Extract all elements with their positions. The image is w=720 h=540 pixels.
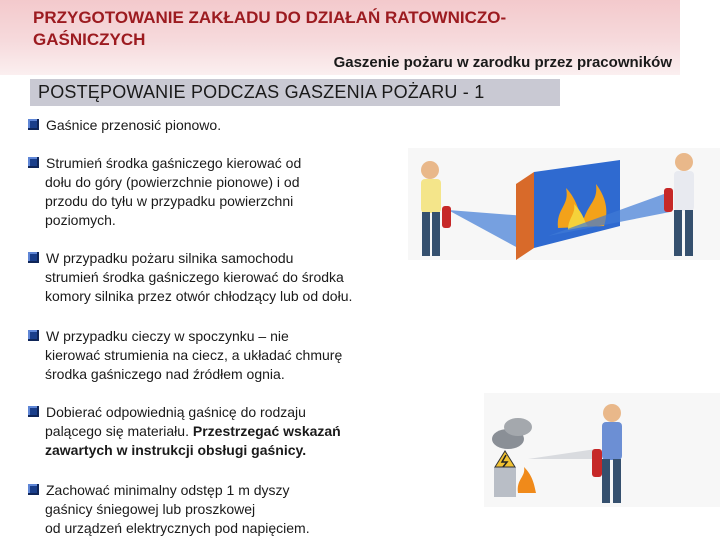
firefighting-vertical-wall-illustration (408, 148, 720, 260)
item-line: strumień środka gaśniczego kierować do środka (45, 269, 344, 285)
item-line: poziomych. (45, 212, 116, 228)
item-line: Gaśnice przenosić pionowo. (46, 117, 222, 133)
extinguishing-electrical-device-illustration (484, 393, 720, 507)
item-line (45, 422, 341, 441)
item-line: zawartych w instrukcji obsługi gaśnicy. (45, 442, 307, 458)
item-line: Strumień środka gaśniczego kierować od (46, 155, 302, 171)
item-line: gaśnicy śniegowej lub proszkowej (45, 501, 256, 517)
square-bullet-icon (28, 484, 39, 495)
list-item (28, 403, 341, 460)
square-bullet-icon (28, 252, 39, 263)
item-line: dołu do góry (powierzchnie pionowe) i od (45, 174, 300, 190)
item-text: palącego się materiału. (45, 423, 193, 439)
page-title: PRZYGOTOWANIE ZAKŁADU DO DZIAŁAŃ RATOWNICZO-GAŚNICZYCH (33, 8, 507, 49)
list-item (28, 481, 310, 538)
item-line: W przypadku cieczy w spoczynku – nie (46, 328, 289, 344)
item-line: od urządzeń elektrycznych pod napięciem. (45, 520, 310, 536)
item-line: kierować strumienia na ciecz, a układać chmurę (45, 347, 343, 363)
item-text-bold: Przestrzegać wskazań (192, 423, 341, 439)
list-item (28, 116, 221, 135)
section-title: POSTĘPOWANIE PODCZAS GASZENIA POŻARU - 1 (38, 82, 485, 102)
section-bar (30, 79, 560, 106)
list-item (28, 154, 301, 230)
square-bullet-icon (28, 330, 39, 341)
page-subtitle: Gaszenie pożaru w zarodku przez pracowników (333, 54, 672, 71)
list-item (28, 249, 352, 306)
header-banner (0, 0, 680, 75)
item-line: Zachować minimalny odstęp 1 m dyszy (46, 482, 290, 498)
square-bullet-icon (28, 119, 39, 130)
item-line: Dobierać odpowiednią gaśnicę do rodzaju (46, 404, 306, 420)
item-line: komory silnika przez otwór chłodzący lub od dołu. (45, 288, 353, 304)
item-line: środka gaśniczego nad źródłem ognia. (45, 366, 285, 382)
illustration-svg (484, 393, 720, 507)
square-bullet-icon (28, 157, 39, 168)
item-line: W przypadku pożaru silnika samochodu (46, 250, 294, 266)
item-line: przodu do tyłu w przypadku powierzchni (45, 193, 294, 209)
list-item (28, 327, 342, 384)
illustration-svg (408, 148, 720, 260)
square-bullet-icon (28, 406, 39, 417)
